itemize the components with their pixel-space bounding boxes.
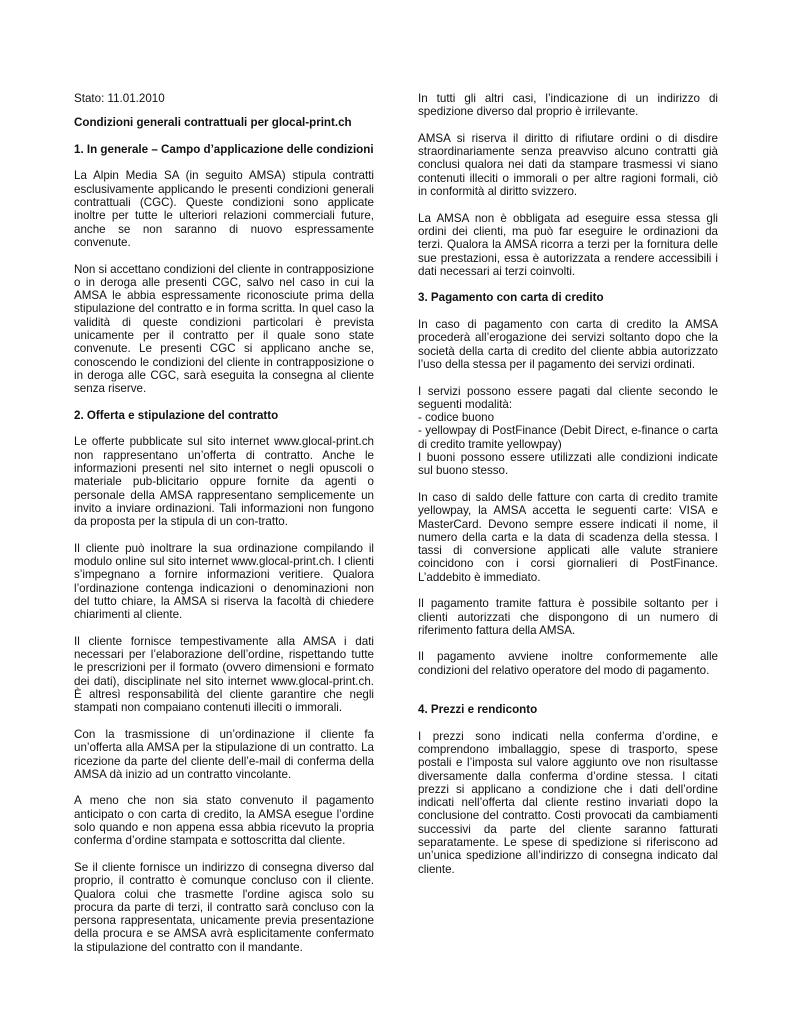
section-2-paragraph: AMSA si riserva il diritto di rifiutare ordini o di disdire straordinariamente senza preavviso alcuno contratti già conclusi qualora nei dati da stampare trasmessi vi siano contenuti illeciti o immorali o per altre ragioni formali, ciò in conformità al diritto svizzero. bbox=[418, 131, 718, 199]
section-1-paragraph: Non si accettano condizioni del cliente in contrapposizione o in deroga alle presenti CGC, salvo nel caso in cui la AMSA le abbia espressamente riconosciute prima della stipulazione del contratto e in forma scritta. In quel caso la validità di queste condizioni particolari è prevista unicamente per il contratto per il quale sono state convenute. Le presenti CGC si applicano anche se, conoscendo le condizioni del cliente in contrapposizione o in deroga alle CGC, sarà eseguita la consegna al cliente senza riserve. bbox=[74, 262, 374, 396]
section-3-heading: 3. Pagamento con carta di credito bbox=[418, 291, 604, 305]
section-1-paragraph: La Alpin Media SA (in seguito AMSA) stipula contratti esclusivamente applicando le presenti condizioni generali contrattuali (CGC). Queste condizioni sono applicate inoltre per tutte le ulteriori relazioni commerciali future, anche se non saranno di nuovo espressamente convenute. bbox=[74, 169, 374, 249]
section-2-paragraph: Le offerte pubblicate sul sito internet www.glocal-print.ch non rappresentano un’offerta di contratto. Anche le informazioni presenti nel sito internet o negli opuscoli o materiale pub-blicitario oppure fornite da agenti o personale della AMSA rappresentano semplicemente un invito a inviare ordinazioni. Tali informazioni non fungono da proposta per la stipula di un con-tratto. bbox=[74, 435, 374, 529]
document-status: Stato: 11.01.2010 bbox=[74, 92, 165, 105]
section-2-heading: 2. Offerta e stipulazione del contratto bbox=[74, 408, 279, 422]
section-2-paragraph: Il cliente può inoltrare la sua ordinazione compilando il modulo online sul sito internet www.glocal-print.ch. I clienti s’impegnano a fornire informazioni veritiere. Qualora l’ordinazione contenga indicazioni o denominazioni non del tutto chiare, la AMSA si riserva la facoltà di chiedere chiarimenti al cliente. bbox=[74, 541, 374, 622]
document-title: Condizioni generali contrattuali per glocal-print.ch bbox=[74, 116, 352, 130]
section-2-paragraph: La AMSA non è obbligata ad eseguire essa stessa gli ordini dei clienti, ma può far eseguire le ordinazioni da terzi. Qualora la AMSA ricorra a terzi per la fornitura delle sue prestazioni, essa è autorizzata a rendere accessibili i dati necessari ai terzi coinvolti. bbox=[418, 211, 718, 278]
section-2-paragraph: In tutti gli altri casi, l’indicazione di un indirizzo di spedizione diverso dal proprio è irrilevante. bbox=[418, 92, 718, 119]
section-3-paragraph: In caso di saldo delle fatture con carta di credito tramite yellowpay, la AMSA accetta le seguenti carte: VISA e MasterCard. Devono sempre essere indicati il nome, il numero della carta e la data di scadenza della stessa. I tassi di conversione applicati alle valute straniere coincidono con i corsi giornalieri di PostFinance. L’addebito è immediato. bbox=[418, 490, 718, 584]
right-column bbox=[418, 92, 718, 889]
section-2-paragraph: A meno che non sia stato convenuto il pagamento anticipato o con carta di credito, la AMSA esegue l’ordine solo quando e non appena essa abbia ricevuto la propria conferma d’ordine stampata e sottoscritta dal cliente. bbox=[74, 794, 374, 848]
left-column bbox=[74, 92, 374, 967]
section-4-paragraph: I prezzi sono indicati nella conferma d’ordine, e comprendono imballaggio, spese di trasporto, spese postali e l’imposta sul valore aggiunto ove non risultasse diversamente dalla conferma d’ordine stessa. I citati prezzi si applicano a condizione che i dati dell’ordine indicati nell’offerta dal cliente restino invariati dopo la conclusione del contratto. Costi provocati da cambiamenti successivi da parte del cliente saranno fatturati separatamente. Le spese di spedizione si riferiscono ad un’unica spedizione all’indirizzo di consegna indicato dal cliente. bbox=[418, 729, 718, 876]
section-2-paragraph: Con la trasmissione di un’ordinazione il cliente fa un’offerta alla AMSA per la stipulazione di un contratto. La ricezione da parte del cliente dell’e-mail di conferma della AMSA dà inizio ad un contratto vincolante. bbox=[74, 727, 374, 781]
section-1-heading: 1. In generale – Campo d’applicazione delle condizioni bbox=[74, 142, 374, 156]
section-3-paragraph: Il pagamento avviene inoltre conformemente alle condizioni del relativo operatore del modo di pagamento. bbox=[418, 650, 718, 677]
section-2-paragraph: Il cliente fornisce tempestivamente alla AMSA i dati necessari per l’elaborazione dell’ordine, rispettando tutte le prescrizioni per il formato (ovvero dimensioni e formato dei dati), disciplinate nel sito internet www.glocal-print.ch. È altresì responsabilità del cliente garantire che negli stampati non compaiano contenuti illeciti o immorali. bbox=[74, 634, 374, 715]
payment-method-item: - codice buono bbox=[418, 411, 495, 425]
section-3-payment-methods bbox=[418, 385, 718, 478]
section-3-paragraph: In caso di pagamento con carta di credito la AMSA procederà all’erogazione dei servizi soltanto dopo che la società della carta di credito del cliente abbia autorizzato l’uso della stessa per il pagamento dei servizi ordinati. bbox=[418, 318, 718, 371]
payment-methods-intro: I servizi possono essere pagati dal cliente secondo le seguenti modalità: bbox=[418, 384, 718, 411]
section-2-paragraph: Se il cliente fornisce un indirizzo di consegna diverso dal proprio, il contratto è comunque concluso con il cliente. Qualora colui che trasmette l'ordine agisca solo su procura da parte di terzi, il contratto sarà concluso con la persona rappresentata, unicamente previa presentazione della procura e se AMSA avrà esplicitamente confermato la stipulazione del contratto con il mandante. bbox=[74, 860, 374, 954]
payment-method-item: - yellowpay di PostFinance (Debit Direct, e-finance o carta di credito tramite yellowpay) bbox=[418, 424, 718, 451]
section-3-paragraph: Il pagamento tramite fattura è possibile soltanto per i clienti autorizzati che dispongono di un numero di riferimento fattura della AMSA. bbox=[418, 597, 718, 637]
section-4-heading: 4. Prezzi e rendiconto bbox=[418, 703, 538, 717]
voucher-note: I buoni possono essere utilizzati alle condizioni indicate sul buono stesso. bbox=[418, 451, 718, 478]
